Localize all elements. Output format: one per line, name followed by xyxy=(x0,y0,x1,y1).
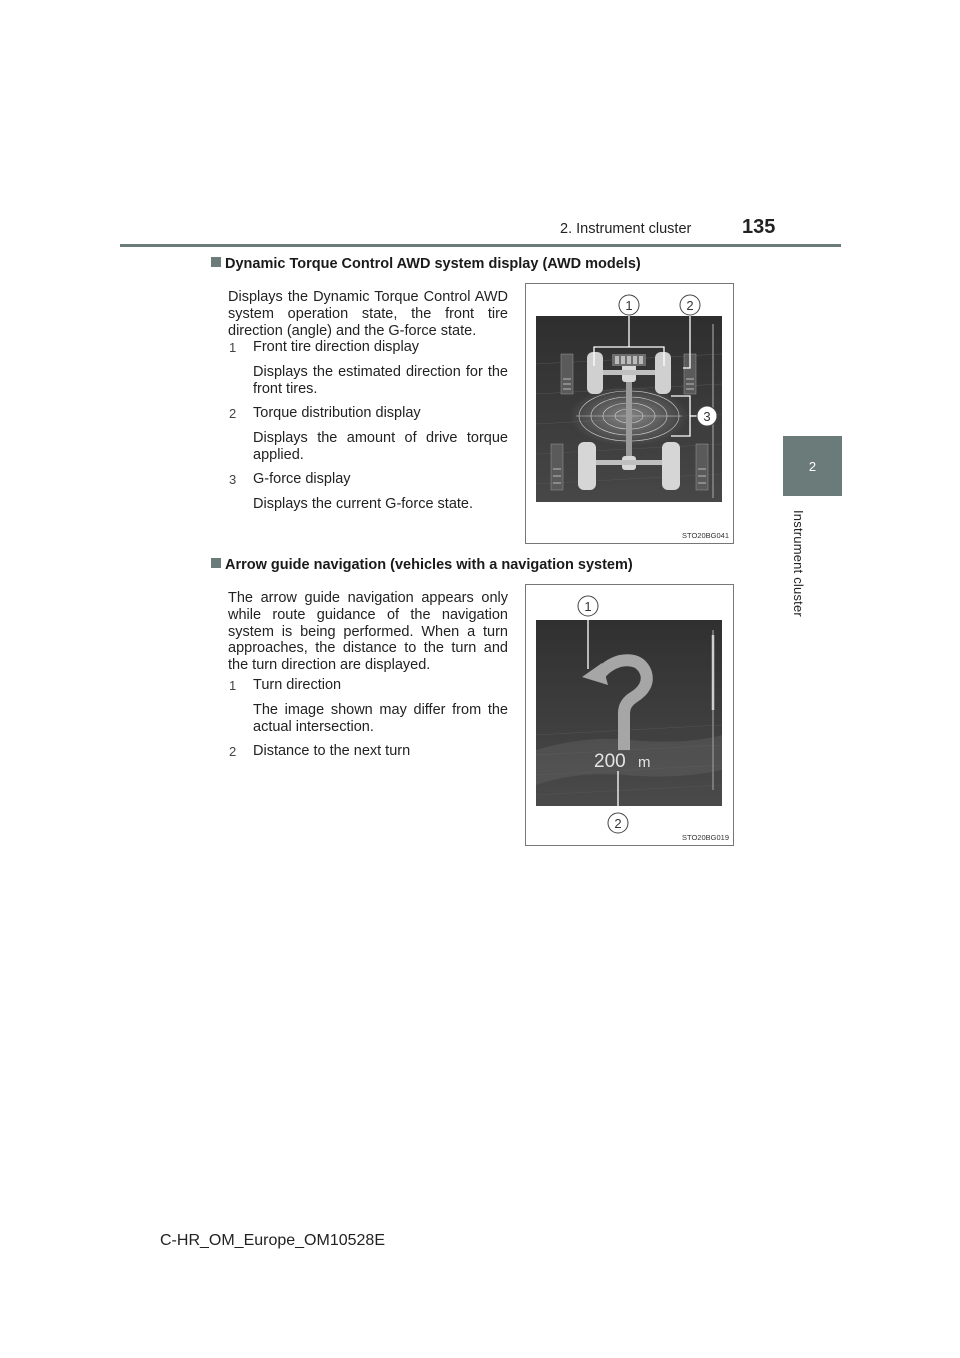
callout-2-icon xyxy=(608,813,628,833)
item-title: Distance to the next turn xyxy=(253,743,411,759)
section-heading-navigation xyxy=(211,557,633,573)
callout-1-icon xyxy=(619,295,639,315)
list-item xyxy=(228,405,510,422)
callout-2-icon xyxy=(228,743,240,759)
section-heading-awd xyxy=(211,256,641,272)
svg-text:1: 1 xyxy=(584,599,592,614)
callout-2-icon xyxy=(680,295,700,315)
page-number: 135 xyxy=(742,216,776,238)
header-rule xyxy=(120,244,841,247)
svg-text:1: 1 xyxy=(229,678,237,693)
arrow-guide-illustration xyxy=(526,585,733,845)
awd-display-figure xyxy=(525,283,734,544)
chapter-tab: 2 xyxy=(783,436,842,496)
item-title: Torque distribution display xyxy=(253,405,421,421)
document-code: C-HR_OM_Europe_OM10528E xyxy=(160,1232,385,1249)
svg-text:1: 1 xyxy=(229,340,237,355)
svg-text:3: 3 xyxy=(703,409,711,424)
list-item xyxy=(228,743,510,760)
section-heading-awd-text: Dynamic Torque Control AWD system display (AWD models) xyxy=(225,256,641,272)
section-heading-navigation-text: Arrow guide navigation (vehicles with a navigation system) xyxy=(225,557,633,573)
nav-distance-unit: m xyxy=(638,754,651,771)
list-item xyxy=(228,471,510,488)
item-title: Turn direction xyxy=(253,677,342,693)
figure-code: STO20BG041 xyxy=(682,531,729,540)
svg-text:1: 1 xyxy=(625,298,633,313)
item-description: Displays the current G-force state. xyxy=(253,496,473,512)
item-description: The image shown may differ from the actual intersection. xyxy=(253,702,508,735)
section-intro-awd: Displays the Dynamic Torque Control AWD system operation state, the front tire direction (angle) and the G-force state. xyxy=(228,289,508,339)
list-item xyxy=(228,339,510,356)
item-title: G-force display xyxy=(253,471,351,487)
callout-3-icon xyxy=(228,471,240,487)
item-title: Front tire direction display xyxy=(253,339,420,355)
awd-display-illustration xyxy=(526,284,733,543)
nav-distance-value: 200 xyxy=(594,751,626,772)
heading-square-icon xyxy=(211,558,221,568)
callout-2-icon xyxy=(228,405,240,421)
item-description: Displays the estimated direction for the front tires. xyxy=(253,364,508,397)
callout-1-icon xyxy=(578,596,598,616)
list-item xyxy=(228,677,510,694)
callout-3-icon xyxy=(697,406,717,426)
svg-text:3: 3 xyxy=(229,472,237,487)
svg-text:2: 2 xyxy=(686,298,694,313)
arrow-guide-figure xyxy=(525,584,734,846)
callout-1-icon xyxy=(228,339,240,355)
chapter-tab-label: Instrument cluster xyxy=(791,510,806,617)
figure-code: STO20BG019 xyxy=(682,833,729,842)
heading-square-icon xyxy=(211,257,221,267)
running-header-section: 2. Instrument cluster xyxy=(560,221,692,237)
section-intro-navigation: The arrow guide navigation appears only while route guidance of the navigation system is being performed. When a turn approaches, the distance to the turn and the turn direction are displayed. xyxy=(228,590,508,674)
svg-text:2: 2 xyxy=(229,406,237,421)
callout-1-icon xyxy=(228,677,240,693)
svg-text:2: 2 xyxy=(229,744,237,759)
svg-text:2: 2 xyxy=(614,816,622,831)
item-description: Displays the amount of drive torque applied. xyxy=(253,430,508,463)
